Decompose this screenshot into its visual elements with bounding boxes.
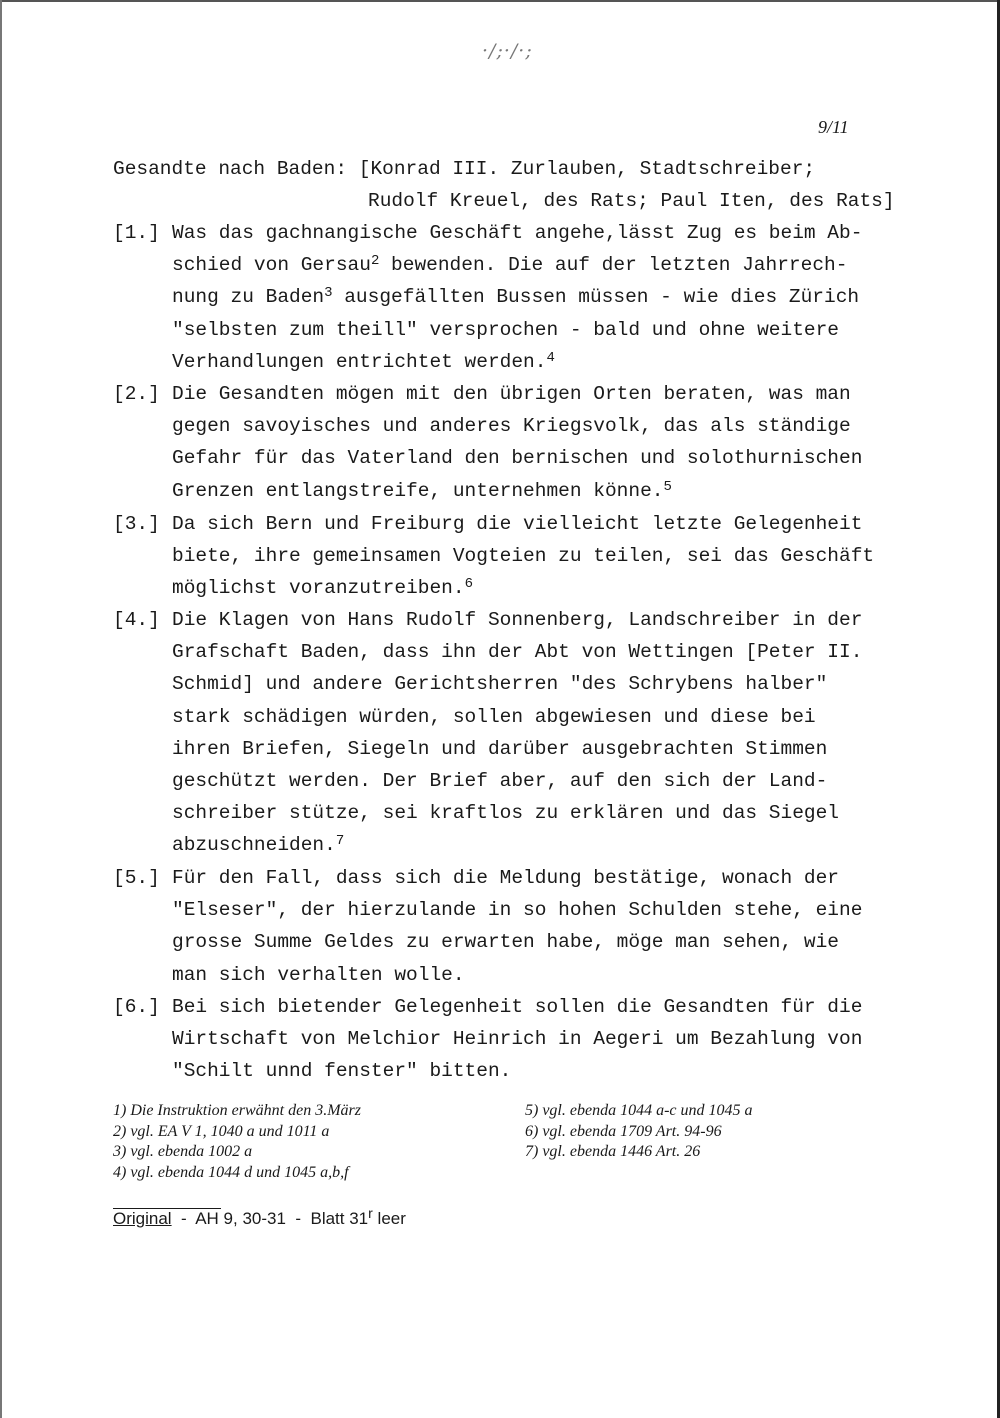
original-label: Original <box>113 1209 172 1228</box>
original-sup: r <box>368 1205 373 1221</box>
line-text: ausgefällten Bussen müssen - wie dies Zürich <box>332 286 860 309</box>
line-text: Die Gesandten mögen mit den übrigen Orten beraten, was man <box>172 383 851 405</box>
paragraph-number: [2.] <box>113 383 160 405</box>
paragraph-line <box>172 480 672 502</box>
footnote: 3) vgl. ebenda 1002 a <box>113 1143 253 1160</box>
paragraph-line <box>172 931 839 953</box>
footnote: 5) vgl. ebenda 1044 a-c und 1045 a <box>525 1102 753 1119</box>
footnote-ref: 4 <box>546 349 555 366</box>
header-line-1: Gesandte nach Baden: [Konrad III. Zurlauben, Stadtschreiber; <box>113 158 816 180</box>
line-text: Grenzen entlangstreife, unternehmen könne. <box>172 479 664 502</box>
paragraph-line <box>172 641 862 663</box>
footnote-ref: 7 <box>335 833 345 850</box>
line-text: Gefahr für das Vaterland den bernischen und solothurnischen <box>172 447 863 470</box>
line-text: Bei sich bietender Gelegenheit sollen die Gesandten für die <box>172 996 863 1018</box>
header-line-2: Rudolf Kreuel, des Rats; Paul Iten, des Rats] <box>368 190 895 212</box>
paragraph-line <box>172 867 839 889</box>
line-text: man sich verhalten wolle. <box>172 963 465 986</box>
paragraph-line <box>172 254 847 276</box>
paragraph-line <box>172 1028 862 1050</box>
paragraph-number: [5.] <box>113 867 160 889</box>
footnote: 6) vgl. ebenda 1709 Art. 94-96 <box>525 1122 722 1140</box>
line-text: Schmid] und andere Gerichtsherren "des Schrybens halber" <box>172 673 828 696</box>
paragraph-line <box>172 834 344 856</box>
line-text: geschützt werden. Der Brief aber, auf den sich der Land- <box>172 770 828 792</box>
line-text: "Schilt unnd fenster" bitten. <box>172 1060 512 1083</box>
paragraph-line <box>172 770 827 792</box>
footnote: 7) vgl. ebenda 1446 Art. 26 <box>525 1143 701 1160</box>
footnote-ref: 5 <box>663 478 672 495</box>
line-text: grosse Summe Geldes zu erwarten habe, möge man sehen, wie <box>172 931 840 954</box>
paragraph-line <box>172 577 473 599</box>
footnote-ref: 2 <box>370 253 380 270</box>
line-text: Für den Fall, dass sich die Meldung bestätige, wonach der <box>172 867 840 889</box>
line-text: bewenden. Die auf der letzten Jahrrech- <box>379 254 848 277</box>
paragraph-line <box>172 1060 511 1082</box>
line-text: biete, ihre gemeinsamen Vogteien zu teilen, sei das Geschäft <box>172 545 875 568</box>
line-text: Die Klagen von Hans Rudolf Sonnenberg, Landschreiber in der <box>172 609 863 631</box>
paragraph-line <box>172 286 859 308</box>
line-text: Da sich Bern und Freiburg die vielleicht letzte Gelegenheit <box>172 513 863 535</box>
footnote-ref: 3 <box>324 285 333 302</box>
line-text: schreiber stütze, sei kraftlos zu erklären und das Siegel <box>172 802 840 825</box>
paragraph-number: [6.] <box>113 996 160 1018</box>
paragraph-line <box>172 996 862 1018</box>
paragraph-line <box>172 222 862 244</box>
paragraph-line <box>172 609 862 631</box>
line-text: schied von Gersau <box>172 254 371 277</box>
paragraph-line <box>172 415 851 437</box>
footnote: 2) vgl. EA V 1, 1040 a und 1011 a <box>113 1122 330 1140</box>
original-tail: leer <box>372 1209 406 1228</box>
page-number: 9/11 <box>818 117 849 137</box>
line-text: abzuschneiden. <box>172 834 336 857</box>
paragraph-line <box>172 673 827 695</box>
line-text: Verhandlungen entrichtet werden. <box>172 350 547 373</box>
line-text: Was das gachnangische Geschäft angehe,lässt Zug es beim Ab- <box>172 222 863 244</box>
paragraph-line <box>172 513 862 535</box>
paragraph-line <box>172 447 862 469</box>
line-text: ihren Briefen, Siegeln und darüber ausgebrachten Stimmen <box>172 737 828 760</box>
scan-edge-left <box>0 0 2 1418</box>
paragraph-line <box>172 545 874 567</box>
paragraph-line <box>172 964 465 986</box>
paragraph-number: [3.] <box>113 513 160 535</box>
footnote-ref: 6 <box>464 576 473 593</box>
paragraph-line <box>172 802 839 824</box>
line-text: stark schädigen würden, sollen abgewiesen und diese bei <box>172 705 816 728</box>
line-text: nung zu Baden <box>172 286 325 309</box>
footnote: 1) Die Instruktion erwähnt den 3.März <box>113 1102 361 1119</box>
paragraph-line <box>172 738 827 760</box>
line-text: Grafschaft Baden, dass ihn der Abt von Wettingen [Peter II. <box>172 641 863 664</box>
paragraph-line <box>172 706 816 728</box>
line-text: "Elseser", der hierzulande in so hohen Schulden stehe, eine <box>172 899 863 922</box>
line-text: "selbsten zum theill" versprochen - bald und ohne weitere <box>172 318 840 341</box>
paragraph-line <box>172 319 839 341</box>
original-note <box>113 1205 406 1229</box>
handwritten-mark: ·/;·/·; <box>482 40 533 62</box>
paragraph-line <box>172 383 851 405</box>
original-text: - AH 9, 30-31 - Blatt 31 <box>171 1209 369 1228</box>
paragraph-number: [1.] <box>113 222 160 244</box>
footnote: 4) vgl. ebenda 1044 d und 1045 a,b,f <box>113 1163 349 1181</box>
paragraph-line <box>172 351 555 373</box>
paragraph-number: [4.] <box>113 609 160 631</box>
line-text: Wirtschaft von Melchior Heinrich in Aegeri um Bezahlung von <box>172 1028 863 1051</box>
line-text: gegen savoyisches und anderes Kriegsvolk, das als ständige <box>172 415 851 438</box>
paragraph-line <box>172 899 862 921</box>
scan-edge-top <box>0 0 1000 2</box>
line-text: möglichst voranzutreiben. <box>172 577 465 600</box>
